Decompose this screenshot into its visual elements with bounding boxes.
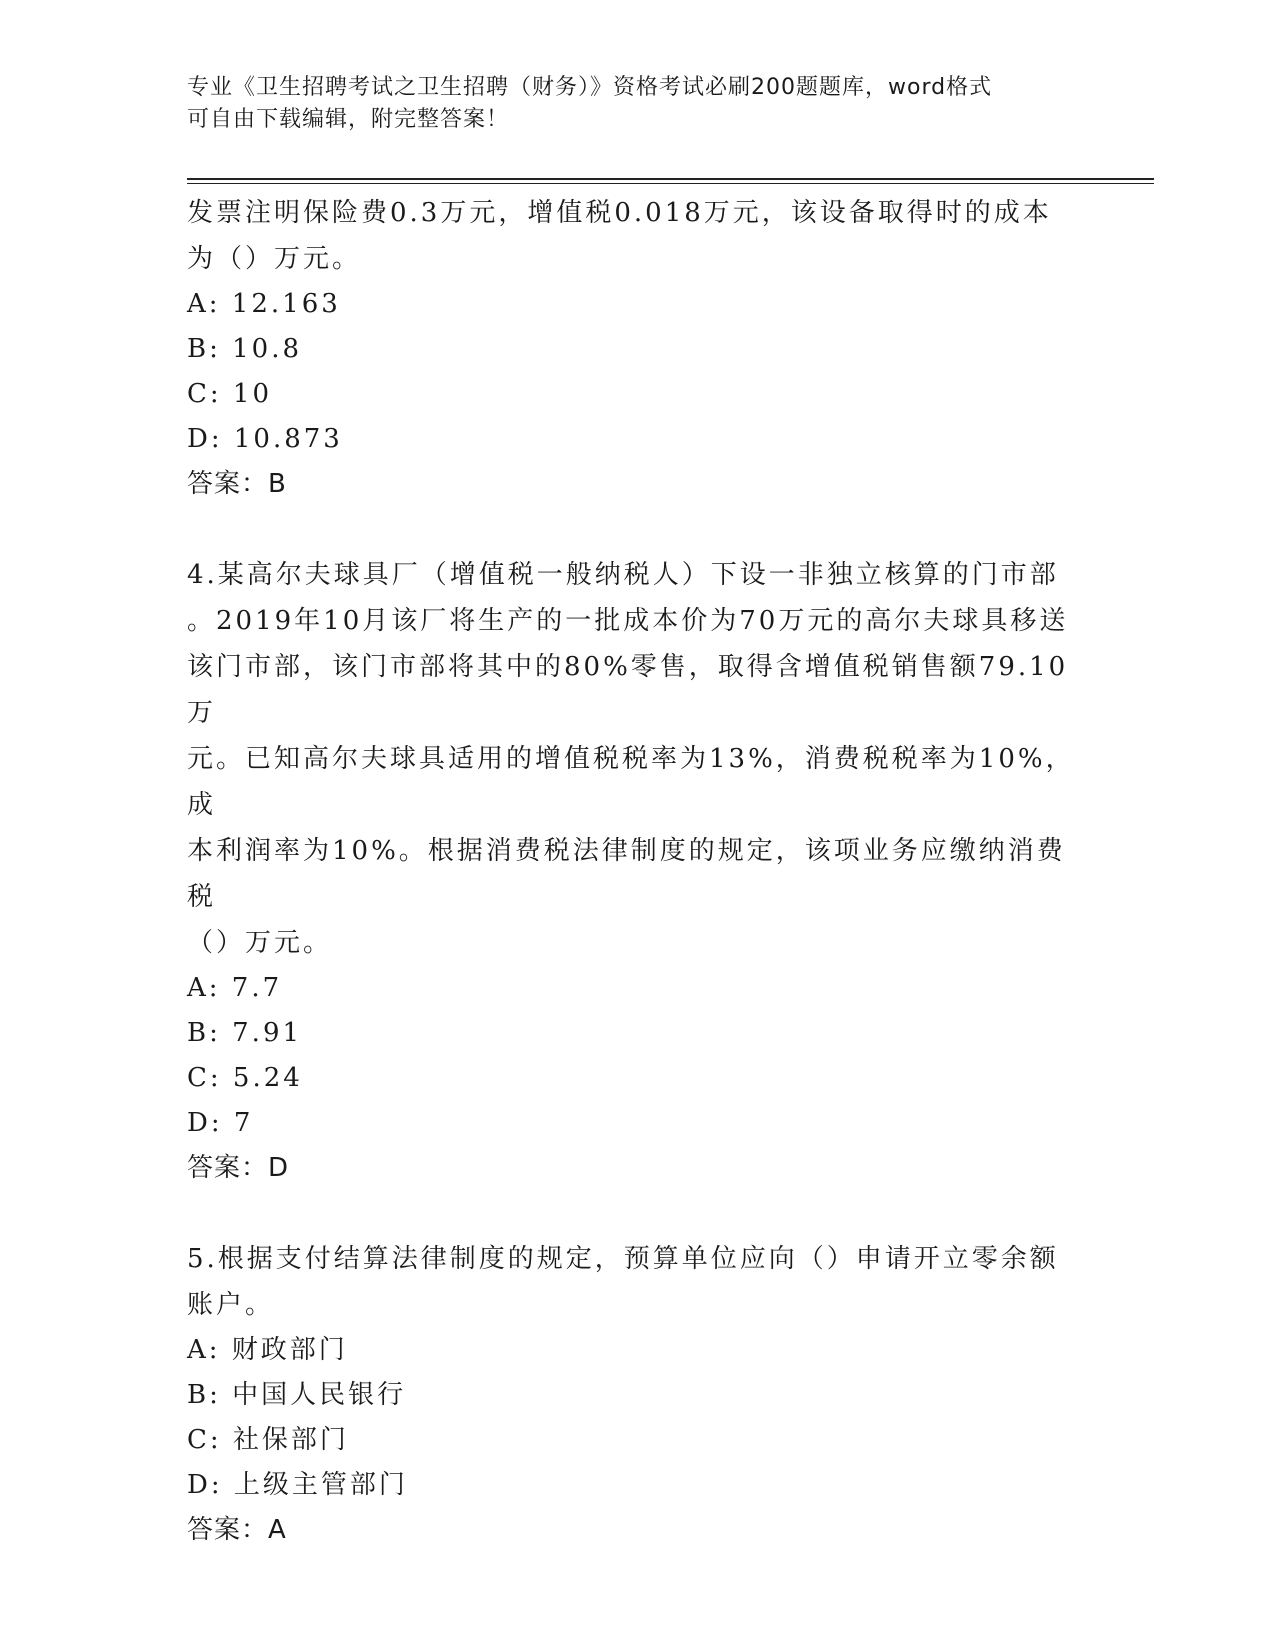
question-3-text-line-1: 发票注明保险费0.3万元，增值税0.018万元，该设备取得时的成本 [187, 198, 1052, 228]
question-5-option-d: D: 上级主管部门 [187, 1470, 408, 1500]
question-4-option-d: D: 7 [187, 1108, 254, 1138]
question-4-option-b: B: 7.91 [187, 1018, 303, 1048]
question-3-option-a: A: 12.163 [187, 289, 341, 319]
spacer [187, 1190, 1087, 1236]
question-3-text-line-2: 为（）万元。 [187, 244, 362, 274]
question-5-option-b: B: 中国人民银行 [187, 1380, 407, 1410]
question-4 [187, 552, 1087, 1190]
question-4-answer: 答案：D [187, 1153, 290, 1183]
question-5-answer: 答案：A [187, 1515, 287, 1545]
question-4-text-line-3: 该门市部，该门市部将其中的80%零售，取得含增值税销售额79.10万 [187, 652, 1069, 728]
question-4-text-line-2: 。2019年10月该厂将生产的一批成本价为70万元的高尔夫球具移送 [187, 606, 1069, 636]
page-header [187, 72, 1087, 136]
header-title-line-1: 专业《卫生招聘考试之卫生招聘（财务）》资格考试必刷200题题库，word格式 [187, 75, 993, 100]
question-4-text-line-1: 4.某高尔夫球具厂（增值税一般纳税人）下设一非独立核算的门市部 [187, 560, 1059, 590]
question-5-text-line-1: 5.根据支付结算法律制度的规定，预算单位应向（）申请开立零余额 [187, 1244, 1059, 1274]
question-3-option-c: C: 10 [187, 379, 273, 409]
spacer [187, 506, 1087, 552]
question-3 [187, 190, 1087, 506]
header-title-line-2: 可自由下载编辑，附完整答案！ [187, 107, 510, 132]
question-3-answer: 答案：B [187, 469, 287, 499]
question-3-option-b: B: 10.8 [187, 334, 303, 364]
header-divider-thick [187, 178, 1154, 180]
question-4-option-a: A: 7.7 [187, 973, 283, 1003]
question-3-option-d: D: 10.873 [187, 424, 343, 454]
question-content [187, 190, 1087, 1552]
question-5-text-line-2: 账户。 [187, 1290, 275, 1320]
question-4-text-line-4: 元。已知高尔夫球具适用的增值税税率为13%，消费税税率为10%，成 [187, 744, 1075, 820]
question-5 [187, 1236, 1087, 1552]
question-5-option-a: A: 财政部门 [187, 1335, 348, 1365]
header-divider-thin [187, 183, 1154, 184]
question-4-text-line-6: （）万元。 [187, 928, 333, 958]
question-5-option-c: C: 社保部门 [187, 1425, 349, 1455]
question-4-option-c: C: 5.24 [187, 1063, 303, 1093]
question-4-text-line-5: 本利润率为10%。根据消费税法律制度的规定，该项业务应缴纳消费税 [187, 836, 1066, 912]
